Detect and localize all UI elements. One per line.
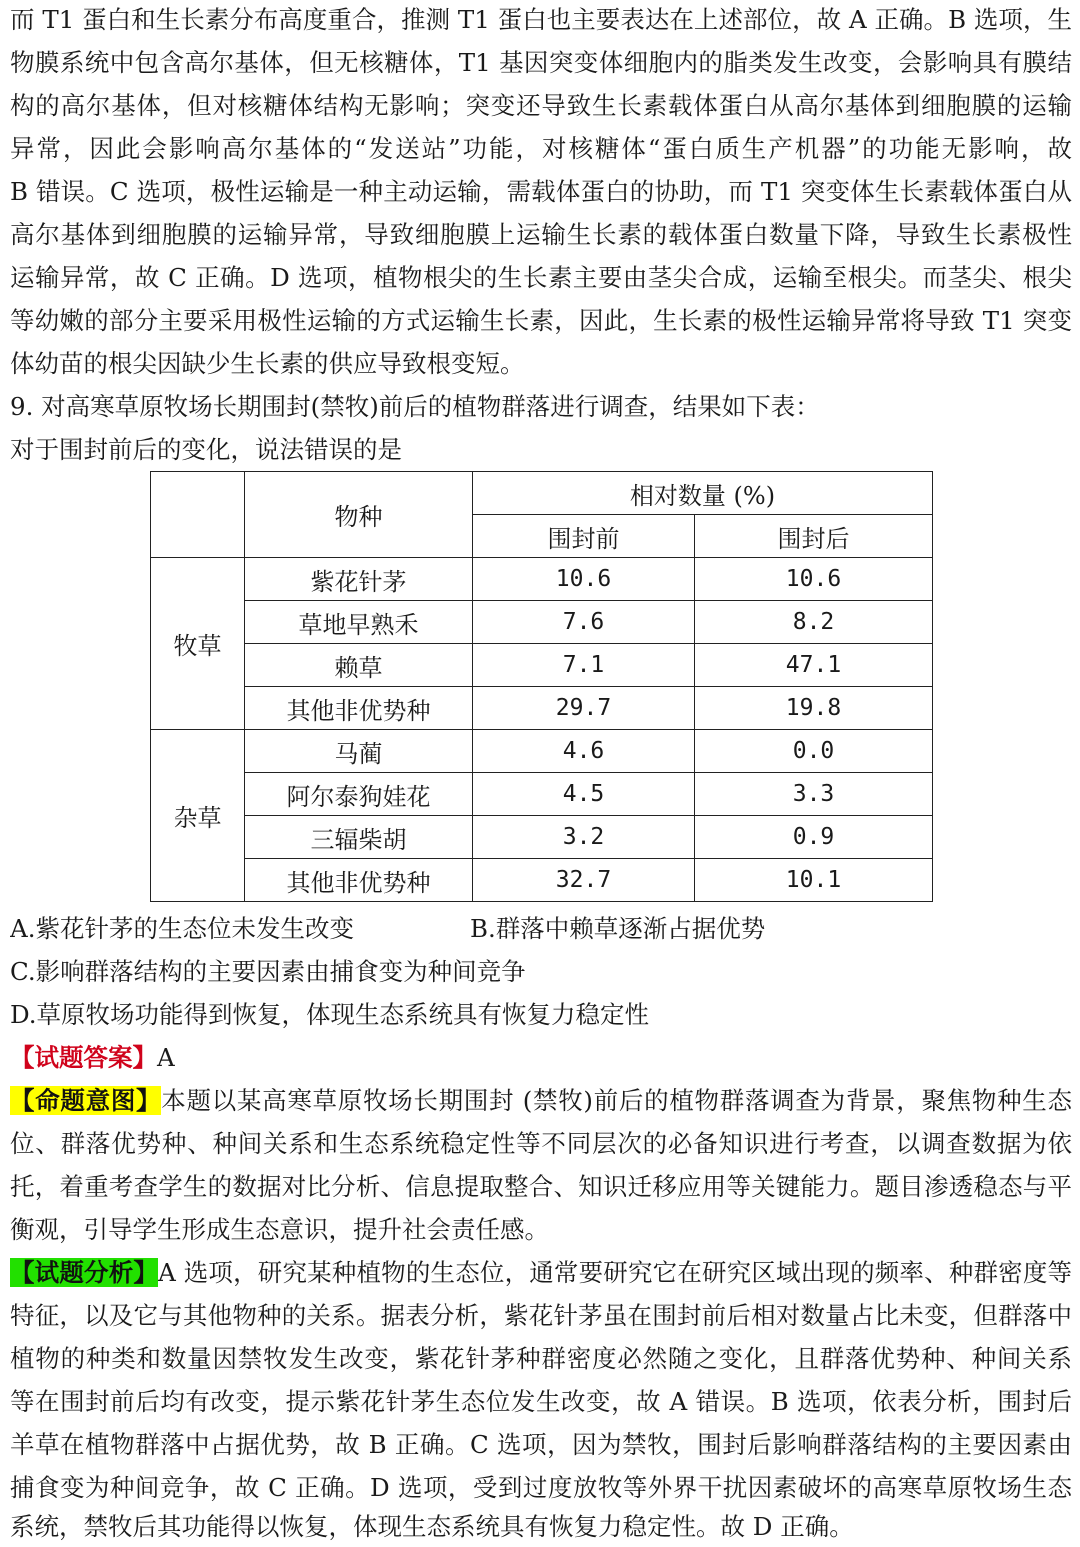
intent-text: 本题以某高寒草原牧场长期围封 (禁牧)前后的植物群落调查为背景，聚焦物种生态 bbox=[161, 1086, 1072, 1115]
analysis-text: A 选项，研究某种植物的生态位，通常要研究它在研究区域出现的频率、种群密度等 bbox=[158, 1258, 1072, 1287]
intro-line: 体幼苗的根尖因缺少生长素的供应导致根变短。 bbox=[10, 349, 525, 378]
before-value: 3.2 bbox=[473, 816, 695, 859]
option-c: C.影响群落结构的主要因素由捕食变为种间竞争 bbox=[10, 957, 526, 986]
table-row bbox=[151, 687, 933, 730]
answer-value: A bbox=[157, 1043, 175, 1072]
question-stem: 9. 对高寒草原牧场长期围封(禁牧)前后的植物群落进行调查，结果如下表： bbox=[10, 392, 820, 421]
analysis-line: 特征，以及它与其他物种的关系。据表分析，紫花针茅虽在围封前后相对数量占比未变，但群落中 bbox=[10, 1301, 1072, 1330]
intro-line: 高尔基体到细胞膜的运输异常，导致细胞膜上运输生长素的载体蛋白数量下降，导致生长素极性 bbox=[10, 220, 1072, 249]
answer-tag: 【试题答案】 bbox=[10, 1043, 157, 1072]
group-label: 杂草 bbox=[151, 730, 245, 902]
species-cell: 赖草 bbox=[245, 644, 473, 687]
analysis-line: 等在围封前后均有改变，提示紫花针茅生态位发生改变，故 A 错误。B 选项，依表分析，围封后 bbox=[10, 1387, 1072, 1416]
intent-line: 位、群落优势种、种间关系和生态系统稳定性等不同层次的必备知识进行考查，以调查数据为依 bbox=[10, 1129, 1072, 1158]
option-d: D.草原牧场功能得到恢复，体现生态系统具有恢复力稳定性 bbox=[10, 1000, 650, 1029]
analysis-line: 捕食变为种间竞争，故 C 正确。D 选项，受到过度放牧等外界干扰因素破坏的高寒草原牧场生态 bbox=[10, 1473, 1072, 1502]
intent-line: 托，着重考查学生的数据对比分析、信息提取整合、知识迁移应用等关键能力。题目渗透稳态与平 bbox=[10, 1172, 1072, 1201]
intro-line: 异常，因此会影响高尔基体的“发送站”功能，对核糖体“蛋白质生产机器”的功能无影响，故 bbox=[10, 134, 1072, 163]
analysis-tag: 【试题分析】 bbox=[10, 1258, 159, 1287]
table-row bbox=[151, 558, 933, 601]
analysis-line: 羊草在植物群落中占据优势，故 B 正确。C 选项，因为禁牧，围封后影响群落结构的主要因素由 bbox=[10, 1430, 1072, 1459]
after-value: 47.1 bbox=[695, 644, 933, 687]
intent-line bbox=[10, 1081, 1072, 1121]
species-cell: 马蔺 bbox=[245, 730, 473, 773]
species-cell: 阿尔泰狗娃花 bbox=[245, 773, 473, 816]
intro-line: 而 T1 蛋白和生长素分布高度重合，推测 T1 蛋白也主要表达在上述部位，故 A 正确。B 选项，生 bbox=[10, 5, 1072, 34]
after-value: 10.6 bbox=[695, 558, 933, 601]
intro-line: 运输异常，故 C 正确。D 选项，植物根尖的生长素主要由茎尖合成，运输至根尖。而茎尖、根尖 bbox=[10, 263, 1072, 292]
after-value: 0.0 bbox=[695, 730, 933, 773]
group-label: 牧草 bbox=[151, 558, 245, 730]
species-cell: 其他非优势种 bbox=[245, 687, 473, 730]
after-value: 8.2 bbox=[695, 601, 933, 644]
after-value: 0.9 bbox=[695, 816, 933, 859]
header-after: 围封后 bbox=[695, 515, 933, 558]
option-a: A.紫花针茅的生态位未发生改变 bbox=[10, 914, 354, 943]
before-value: 29.7 bbox=[473, 687, 695, 730]
header-before: 围封前 bbox=[473, 515, 695, 558]
answer-line bbox=[10, 1038, 1072, 1078]
after-value: 10.1 bbox=[695, 859, 933, 902]
species-cell: 紫花针茅 bbox=[245, 558, 473, 601]
before-value: 4.6 bbox=[473, 730, 695, 773]
option-row bbox=[10, 909, 1072, 949]
intent-tag: 【命题意图】 bbox=[10, 1086, 162, 1115]
table-header-row bbox=[151, 472, 933, 515]
after-value: 3.3 bbox=[695, 773, 933, 816]
after-value: 19.8 bbox=[695, 687, 933, 730]
table-corner-cell bbox=[151, 472, 245, 558]
before-value: 4.5 bbox=[473, 773, 695, 816]
table-row bbox=[151, 816, 933, 859]
species-cell: 三辐柴胡 bbox=[245, 816, 473, 859]
table-row bbox=[151, 730, 933, 773]
before-value: 10.6 bbox=[473, 558, 695, 601]
intent-line: 衡观，引导学生形成生态意识，提升社会责任感。 bbox=[10, 1215, 549, 1244]
header-species: 物种 bbox=[245, 472, 473, 558]
analysis-line: 植物的种类和数量因禁牧发生改变，紫花针茅种群密度必然随之变化，且群落优势种、种间关系 bbox=[10, 1344, 1072, 1373]
table-row bbox=[151, 601, 933, 644]
intro-line: B 错误。C 选项，极性运输是一种主动运输，需载体蛋白的协助，而 T1 突变体生长素载体蛋白从 bbox=[10, 177, 1072, 206]
before-value: 32.7 bbox=[473, 859, 695, 902]
species-cell: 其他非优势种 bbox=[245, 859, 473, 902]
header-relative-quantity: 相对数量 (%) bbox=[473, 472, 933, 515]
analysis-line bbox=[10, 1253, 1072, 1293]
table-row bbox=[151, 773, 933, 816]
intro-line: 物膜系统中包含高尔基体，但无核糖体，T1 基因突变体细胞内的脂类发生改变，会影响具有膜结 bbox=[10, 48, 1072, 77]
question-prompt: 对于围封前后的变化，说法错误的是 bbox=[10, 435, 402, 464]
table-row bbox=[151, 644, 933, 687]
before-value: 7.6 bbox=[473, 601, 695, 644]
option-b: B.群落中赖草逐渐占据优势 bbox=[470, 914, 766, 943]
analysis-line: 系统，禁牧后其功能得以恢复，体现生态系统具有恢复力稳定性。故 D 正确。 bbox=[10, 1512, 854, 1541]
intro-line: 等幼嫩的部分主要采用极性运输的方式运输生长素，因此，生长素的极性运输异常将导致 T1 突变 bbox=[10, 306, 1072, 335]
before-value: 7.1 bbox=[473, 644, 695, 687]
table-row bbox=[151, 859, 933, 902]
intro-line: 构的高尔基体，但对核糖体结构无影响；突变还导致生长素载体蛋白从高尔基体到细胞膜的运输 bbox=[10, 91, 1072, 120]
species-cell: 草地早熟禾 bbox=[245, 601, 473, 644]
survey-table bbox=[150, 471, 933, 902]
